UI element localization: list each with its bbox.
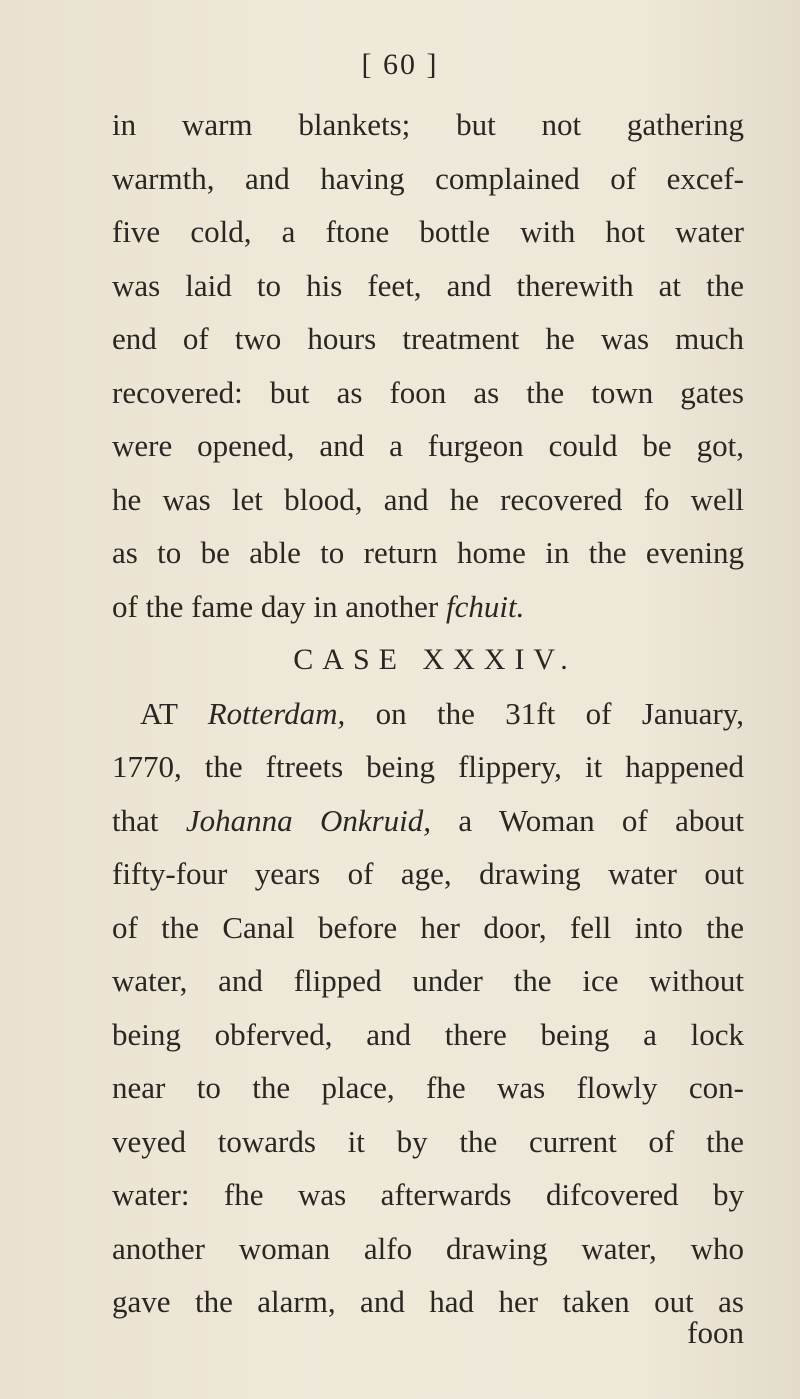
text-line: near to the place, fhe was flowly con- <box>112 1070 744 1105</box>
text-line <box>112 794 744 848</box>
catchword: foon <box>687 1315 744 1350</box>
italic-place: Rotterdam, <box>207 695 346 731</box>
text-line: he was let blood, and he recovered fo well <box>112 481 744 517</box>
text-span: that <box>112 802 186 838</box>
text-line <box>112 580 744 634</box>
text-span: a Woman of about <box>431 802 744 838</box>
italic-word: fchuit. <box>445 588 525 624</box>
text-line: being obferved, and there being a lock <box>112 1016 744 1052</box>
text-line: five cold, a ftone bottle with hot water <box>112 214 744 249</box>
text-line: another woman alfo drawing water, who <box>112 1230 744 1266</box>
text-line: of the Canal before her door, fell into the <box>112 909 744 945</box>
body-text <box>112 98 744 1329</box>
text-line: gave the alarm, and had her taken out as <box>112 1284 744 1319</box>
text-line: water: fhe was afterwards difcovered by <box>112 1177 744 1212</box>
text-line: in warm blankets; but not gathering <box>112 107 744 142</box>
text-line: was laid to his feet, and therewith at the <box>112 267 744 303</box>
text-span: AT <box>140 695 208 731</box>
text-line: 1770, the ftreets being flippery, it happened <box>112 749 744 784</box>
case-heading: CASE XXXIV. <box>293 643 577 676</box>
text-span: of the fame day in another <box>112 588 446 624</box>
text-line: veyed towards it by the current of the <box>112 1123 744 1159</box>
text-line: recovered: but as foon as the town gates <box>112 374 744 410</box>
text-line <box>112 687 744 741</box>
text-line: warmth, and having complained of excef- <box>112 160 744 196</box>
text-line: were opened, and a furgeon could be got, <box>112 428 744 463</box>
text-line: end of two hours treatment he was much <box>112 321 744 356</box>
page-number-header: [ 60 ] <box>361 48 439 81</box>
italic-name: Johanna Onkruid, <box>185 802 432 838</box>
text-line: water, and flipped under the ice without <box>112 963 744 998</box>
text-span: on the 31ft of January, <box>345 695 744 731</box>
text-line: fifty-four years of age, drawing water out <box>112 856 744 891</box>
text-line: as to be able to return home in the evening <box>112 535 744 570</box>
